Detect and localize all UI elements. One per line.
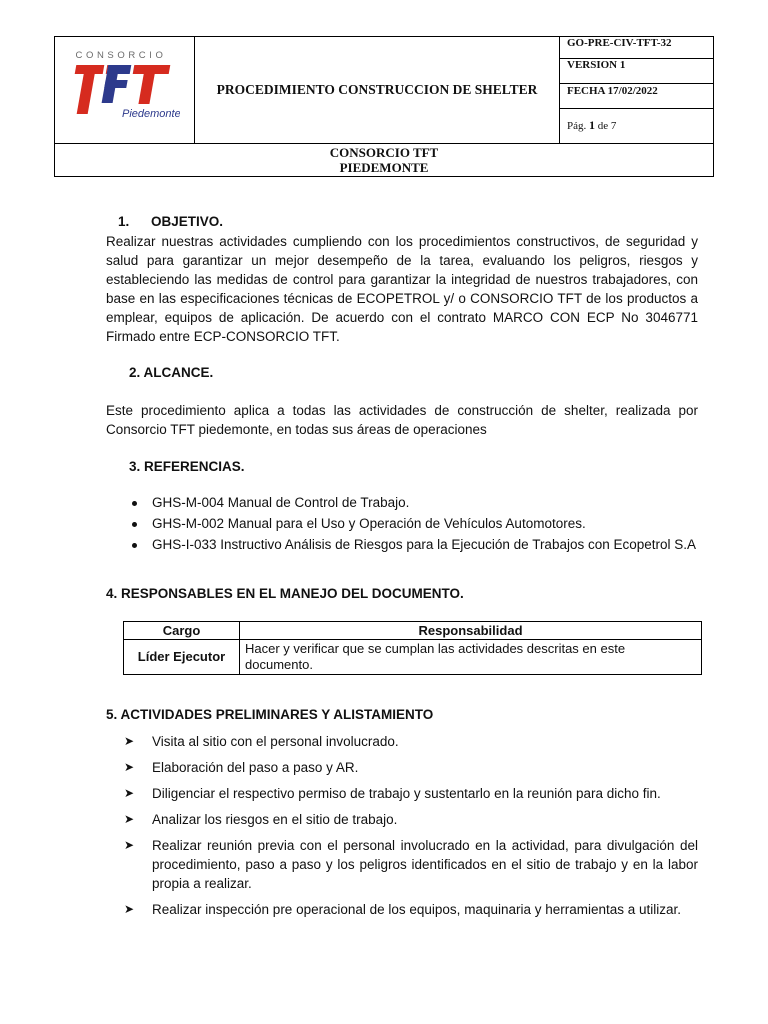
header-divider xyxy=(560,108,714,109)
activity-text: Analizar los riesgos en el sitio de trabajo. xyxy=(152,812,398,827)
responsibilities-table xyxy=(123,621,702,675)
activity-text: Realizar inspección pre operacional de los equipos, maquinaria y herramientas a utilizar. xyxy=(152,902,682,917)
list-item xyxy=(124,758,698,777)
table-header-row xyxy=(124,622,702,640)
table-header-cargo: Cargo xyxy=(124,622,240,640)
page-number xyxy=(567,118,616,133)
reference-text: GHS-M-004 Manual de Control de Trabajo. xyxy=(152,495,410,510)
section-1-number: 1. xyxy=(118,214,130,229)
organization-line-1: CONSORCIO TFT xyxy=(329,145,439,160)
table-row xyxy=(124,640,702,675)
page-total: de 7 xyxy=(597,120,617,132)
table-cell: Hacer y verificar que se cumplan las actividades descritas en este documento. xyxy=(240,640,702,675)
page-prefix: Pág. xyxy=(567,120,587,132)
bullet-icon xyxy=(132,501,137,506)
activities-list xyxy=(124,732,698,919)
header-divider xyxy=(559,37,560,143)
document-version: VERSION 1 xyxy=(567,59,626,71)
activity-text: Visita al sitio con el personal involucrado. xyxy=(152,734,399,749)
list-item xyxy=(124,810,698,829)
section-3-title: 3. REFERENCIAS. xyxy=(129,459,245,474)
activity-text: Diligenciar el respectivo permiso de trabajo y sustentarlo en la reunión para dicho fin. xyxy=(152,786,661,801)
arrow-bullet-icon: ➤ xyxy=(124,760,135,774)
section-1-text: Realizar nuestras actividades cumpliendo con los procedimientos constructivos, de seguridad y salud para garantizar un mejor desempeño de la tarea, evaluando los peligros, riesgos y estableciendo las medidas de control para garantizar la integridad de nuestros trabajadores, con base en las especificaciones técnicas de ECOPETROL y/ o CONSORCIO TFT de los productos a emplear, equipos de aplicación. De acuerdo con el contrato MARCO CON ECP No 3046771 Firmado entre ECP-CONSORCIO TFT. xyxy=(106,234,698,344)
document-code: GO-PRE-CIV-TFT-32 xyxy=(567,37,672,49)
list-item xyxy=(124,836,698,893)
arrow-bullet-icon: ➤ xyxy=(124,812,135,826)
activity-text: Realizar reunión previa con el personal involucrado en la actividad, para divulgación del procedimiento, paso a paso y los peligros identificados en el sitio de trabajo y en la labor propia a realizar. xyxy=(152,838,698,891)
table-header-responsabilidad: Responsabilidad xyxy=(240,622,702,640)
page-current: 1 xyxy=(589,118,595,132)
activity-text: Elaboración del paso a paso y AR. xyxy=(152,760,359,775)
table-cell: Líder Ejecutor xyxy=(124,640,240,675)
references-list xyxy=(130,494,710,554)
section-2-text: Este procedimiento aplica a todas las actividades de construcción de shelter, realizada por Consorcio TFT piedemonte, en todas sus áreas de operaciones xyxy=(106,403,698,437)
arrow-bullet-icon: ➤ xyxy=(124,734,135,748)
document-date: FECHA 17/02/2022 xyxy=(567,85,658,97)
section-4-title: 4. RESPONSABLES EN EL MANEJO DEL DOCUMENTO. xyxy=(106,586,464,601)
arrow-bullet-icon: ➤ xyxy=(124,786,135,800)
document-title: PROCEDIMIENTO CONSTRUCCION DE SHELTER xyxy=(216,82,538,97)
logo-top-text: CONSORCIO xyxy=(75,50,167,61)
list-item xyxy=(124,900,698,919)
arrow-bullet-icon: ➤ xyxy=(124,902,135,916)
bullet-icon xyxy=(132,522,137,527)
header-divider xyxy=(55,143,713,144)
section-2-title: 2. ALCANCE. xyxy=(129,365,214,380)
reference-text: GHS-M-002 Manual para el Uso y Operación de Vehículos Automotores. xyxy=(152,516,586,531)
list-item xyxy=(130,494,710,512)
tft-logo-icon xyxy=(62,44,180,130)
organization-name xyxy=(55,145,713,175)
logo-sub-text: Piedemonte xyxy=(122,108,180,120)
reference-text: GHS-I-033 Instructivo Análisis de Riesgos para la Ejecución de Trabajos con Ecopetrol S.A xyxy=(152,537,697,552)
arrow-bullet-icon: ➤ xyxy=(124,838,135,852)
company-logo xyxy=(62,44,180,130)
list-item xyxy=(130,515,710,533)
section-1-title: OBJETIVO. xyxy=(151,214,224,229)
list-item xyxy=(124,732,698,751)
list-item xyxy=(124,784,698,803)
bullet-icon xyxy=(132,543,137,548)
header-divider xyxy=(560,83,714,84)
section-5-title: 5. ACTIVIDADES PRELIMINARES Y ALISTAMIENTO xyxy=(106,707,434,722)
list-item xyxy=(130,536,710,554)
organization-line-2: PIEDEMONTE xyxy=(339,160,429,175)
